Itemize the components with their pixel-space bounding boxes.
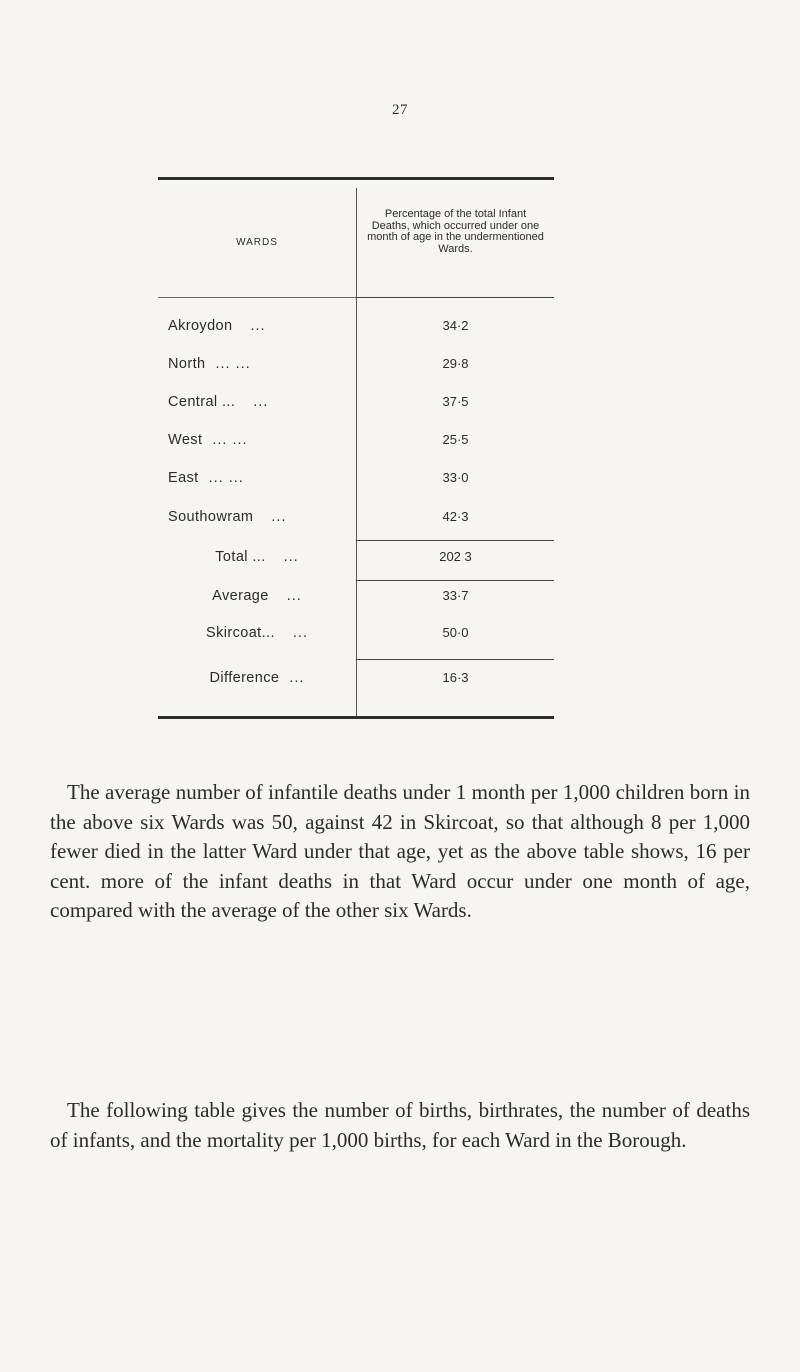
body-paragraph: The following table gives the number of births, birthrates, the number of deaths of infants, and the mortality per 1,000 births, for each Ward in the Borough. — [50, 1098, 750, 1152]
header-rule-left — [158, 297, 356, 298]
table-row-difference — [158, 670, 554, 692]
ward-percentage-table — [158, 177, 554, 719]
average-rule — [356, 580, 554, 581]
percentage-cell: 202 3 — [439, 549, 472, 564]
table-row — [158, 432, 554, 454]
table-row — [158, 394, 554, 416]
ward-cell: Central ... ... — [168, 394, 269, 410]
percentage-cell: 33·7 — [442, 588, 469, 603]
ward-cell: Average ... — [212, 588, 302, 604]
wards-column-header: WARDS — [236, 237, 278, 248]
percentage-cell: 50·0 — [442, 625, 469, 640]
ward-cell: North ... ... — [168, 356, 251, 372]
table-row — [158, 470, 554, 492]
header-rule-right — [356, 297, 554, 298]
percentage-cell: 33·0 — [442, 470, 469, 485]
ward-cell: Total ... ... — [215, 549, 299, 565]
table-row — [158, 356, 554, 378]
percentage-cell: 16·3 — [442, 670, 469, 685]
table-row — [158, 318, 554, 340]
table-row-total — [158, 549, 554, 571]
percentage-cell: 34·2 — [442, 318, 469, 333]
ward-cell: Difference ... — [209, 670, 305, 686]
table-row-skircoat — [158, 625, 554, 647]
subtotal-rule — [356, 540, 554, 541]
percentage-cell: 29·8 — [442, 356, 469, 371]
table-row-average — [158, 588, 554, 610]
ward-cell: Southowram ... — [168, 509, 287, 525]
ward-cell: East ... ... — [168, 470, 244, 486]
percentage-cell: 25·5 — [442, 432, 469, 447]
ward-cell: West ... ... — [168, 432, 248, 448]
page-number: 27 — [392, 102, 408, 118]
table-row — [158, 509, 554, 531]
percentage-column-header: Percentage of the total Infant Deaths, which occurred under one month of age in the undermentioned Wards. — [367, 208, 544, 255]
ward-cell: Akroydon ... — [168, 318, 266, 334]
percentage-cell: 42·3 — [442, 509, 469, 524]
difference-rule — [356, 659, 554, 660]
percentage-cell: 37·5 — [442, 394, 469, 409]
ward-cell: Skircoat... ... — [206, 625, 308, 641]
body-paragraph: The average number of infantile deaths under 1 month per 1,000 children born in the above six Wards was 50, against 42 in Skircoat, so that although 8 per 1,000 fewer died in the latter Ward under that age, yet as the above table shows, 16 per cent. more of the infant deaths in that Ward occur under one month of age, compared with the average of the other six Wards. — [50, 780, 750, 922]
